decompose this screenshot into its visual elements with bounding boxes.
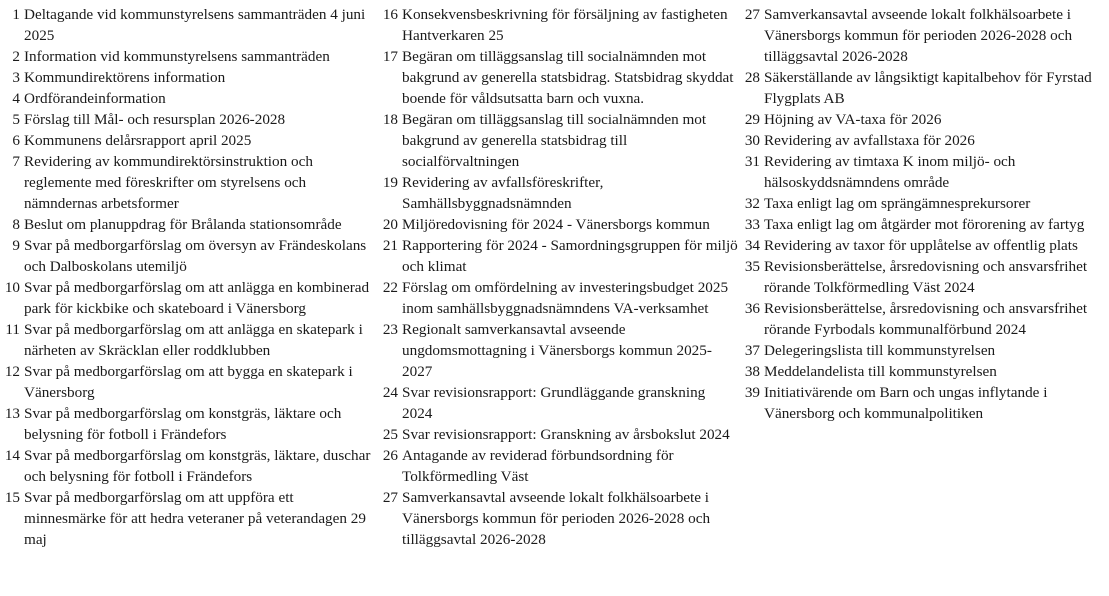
item-title: Svar på medborgarförslag om att uppföra ett minnesmärke för att hedra veteraner på veterandagen 29 maj xyxy=(24,489,366,548)
agenda-item[interactable] xyxy=(380,172,738,214)
item-title: Svar revisionsrapport: Grundläggande granskning 2024 xyxy=(402,384,706,422)
item-title: Revisionsberättelse, årsredovisning och ansvarsfrihet rörande Fyrbodals kommunalförbund 2024 xyxy=(764,300,1088,338)
item-number: 9 xyxy=(12,237,20,254)
item-title: Begäran om tilläggsanslag till socialnämnden mot bakgrund av generella statsbidrag. Statsbidrag skyddat boende för våldsutsatta barn och vuxna. xyxy=(402,48,734,107)
agenda-item[interactable] xyxy=(2,4,372,46)
item-number: 2 xyxy=(12,48,20,65)
item-number: 33 xyxy=(744,216,760,233)
item-number: 1 xyxy=(12,6,20,23)
item-title: Revidering av avfallstaxa för 2026 xyxy=(764,132,975,149)
item-title: Begäran om tilläggsanslag till socialnämnden mot bakgrund av generella statsbidrag till socialförvaltningen xyxy=(402,111,707,170)
agenda-item[interactable] xyxy=(2,109,372,130)
agenda-item[interactable] xyxy=(380,4,738,46)
item-number: 27 xyxy=(382,489,398,506)
item-title: Kommunens delårsrapport april 2025 xyxy=(24,132,252,149)
item-number: 10 xyxy=(4,279,20,296)
item-number: 14 xyxy=(4,447,20,464)
agenda-item[interactable] xyxy=(380,424,738,445)
agenda-item[interactable] xyxy=(742,151,1108,193)
agenda-item[interactable] xyxy=(2,235,372,277)
agenda-item[interactable] xyxy=(2,319,372,361)
item-number: 6 xyxy=(12,132,20,149)
item-number: 3 xyxy=(12,69,20,86)
item-title: Svar på medborgarförslag om konstgräs, läktare, duschar och belysning för fotboll i Frändefors xyxy=(24,447,371,485)
item-number: 8 xyxy=(12,216,20,233)
item-number: 37 xyxy=(744,342,760,359)
item-title: Höjning av VA-taxa för 2026 xyxy=(764,111,942,128)
agenda-item[interactable] xyxy=(2,46,372,67)
agenda-item[interactable] xyxy=(2,445,372,487)
item-title: Konsekvensbeskrivning för försäljning av fastigheten Hantverkaren 25 xyxy=(402,6,728,44)
agenda-item[interactable] xyxy=(742,214,1108,235)
agenda-item[interactable] xyxy=(380,46,738,109)
item-title: Förslag om omfördelning av investeringsbudget 2025 inom samhällsbyggnadsnämndens VA-verksamhet xyxy=(402,279,729,317)
item-number: 17 xyxy=(382,48,398,65)
item-number: 12 xyxy=(4,363,20,380)
item-title: Beslut om planuppdrag för Brålanda stationsområde xyxy=(24,216,342,233)
item-title: Information vid kommunstyrelsens sammanträden xyxy=(24,48,330,65)
item-number: 5 xyxy=(12,111,20,128)
item-title: Säkerställande av långsiktigt kapitalbehov för Fyrstad Flygplats AB xyxy=(764,69,1092,107)
agenda-item[interactable] xyxy=(2,67,372,88)
item-title: Svar revisionsrapport: Granskning av årsbokslut 2024 xyxy=(402,426,730,443)
item-number: 22 xyxy=(382,279,398,296)
item-number: 16 xyxy=(382,6,398,23)
item-number: 38 xyxy=(744,363,760,380)
item-title: Taxa enligt lag om sprängämnesprekursorer xyxy=(764,195,1031,212)
item-number: 31 xyxy=(744,153,760,170)
item-title: Rapportering för 2024 - Samordningsgruppen för miljö och klimat xyxy=(402,237,738,275)
item-title: Delegeringslista till kommunstyrelsen xyxy=(764,342,996,359)
agenda-item[interactable] xyxy=(380,235,738,277)
item-title: Förslag till Mål- och resursplan 2026-2028 xyxy=(24,111,286,128)
item-number: 18 xyxy=(382,111,398,128)
item-number: 24 xyxy=(382,384,398,401)
item-title: Revisionsberättelse, årsredovisning och ansvarsfrihet rörande Tolkförmedling Väst 2024 xyxy=(764,258,1088,296)
item-title: Samverkansavtal avseende lokalt folkhälsoarbete i Vänersborgs kommun för perioden 2026-2028 och tilläggsavtal 2026-2028 xyxy=(764,6,1073,65)
item-number: 4 xyxy=(12,90,20,107)
item-number: 19 xyxy=(382,174,398,191)
item-title: Meddelandelista till kommunstyrelsen xyxy=(764,363,997,380)
item-title: Revidering av taxor för upplåtelse av offentlig plats xyxy=(764,237,1078,254)
agenda-item[interactable] xyxy=(742,298,1108,340)
item-number: 34 xyxy=(744,237,760,254)
agenda-item[interactable] xyxy=(2,151,372,214)
agenda-item[interactable] xyxy=(742,235,1108,256)
agenda-item[interactable] xyxy=(380,487,738,550)
agenda-item[interactable] xyxy=(742,109,1108,130)
item-title: Kommundirektörens information xyxy=(24,69,226,86)
item-title: Deltagande vid kommunstyrelsens sammanträden 4 juni 2025 xyxy=(24,6,366,44)
item-number: 35 xyxy=(744,258,760,275)
agenda-column-2 xyxy=(380,4,738,550)
item-number: 30 xyxy=(744,132,760,149)
item-title: Svar på medborgarförslag om översyn av Frändeskolans och Dalboskolans utemiljö xyxy=(24,237,367,275)
item-number: 20 xyxy=(382,216,398,233)
item-title: Revidering av avfallsföreskrifter, Samhällsbyggnadsnämnden xyxy=(402,174,604,212)
agenda-item[interactable] xyxy=(2,214,372,235)
item-number: 15 xyxy=(4,489,20,506)
agenda-item[interactable] xyxy=(2,88,372,109)
item-title: Ordförandeinformation xyxy=(24,90,166,107)
agenda-item[interactable] xyxy=(380,277,738,319)
item-number: 13 xyxy=(4,405,20,422)
agenda-item[interactable] xyxy=(380,214,738,235)
agenda-item[interactable] xyxy=(742,4,1108,67)
item-number: 28 xyxy=(744,69,760,86)
item-title: Revidering av kommundirektörsinstruktion och reglemente med föreskrifter om styrelsens och nämndernas arbetsformer xyxy=(24,153,313,212)
agenda-item[interactable] xyxy=(742,130,1108,151)
item-number: 7 xyxy=(12,153,20,170)
agenda-item[interactable] xyxy=(2,403,372,445)
agenda-item[interactable] xyxy=(2,130,372,151)
item-number: 11 xyxy=(5,321,20,338)
item-title: Svar på medborgarförslag om konstgräs, läktare och belysning för fotboll i Frändefors xyxy=(24,405,342,443)
item-title: Svar på medborgarförslag om att anlägga en kombinerad park för kickbike och skateboard i Vänersborg xyxy=(24,279,370,317)
item-number: 29 xyxy=(744,111,760,128)
agenda-item[interactable] xyxy=(742,340,1108,361)
item-title: Regionalt samverkansavtal avseende ungdomsmottagning i Vänersborgs kommun 2025-2027 xyxy=(402,321,712,380)
agenda-column-1 xyxy=(2,4,372,550)
item-title: Taxa enligt lag om åtgärder mot förorening av fartyg xyxy=(764,216,1085,233)
agenda-item[interactable] xyxy=(742,256,1108,298)
agenda-column-3 xyxy=(742,4,1108,424)
agenda-item[interactable] xyxy=(2,487,372,550)
item-number: 26 xyxy=(382,447,398,464)
item-number: 25 xyxy=(382,426,398,443)
item-number: 36 xyxy=(744,300,760,317)
agenda-item[interactable] xyxy=(380,109,738,172)
item-title: Revidering av timtaxa K inom miljö- och hälsoskyddsnämndens område xyxy=(764,153,1016,191)
agenda-item[interactable] xyxy=(742,67,1108,109)
agenda-item[interactable] xyxy=(742,382,1108,424)
agenda-item[interactable] xyxy=(2,277,372,319)
item-title: Svar på medborgarförslag om att anlägga en skatepark i närheten av Skräcklan eller roddklubben xyxy=(24,321,363,359)
item-title: Initiativärende om Barn och ungas inflytande i Vänersborg och kommunalpolitiken xyxy=(764,384,1048,422)
item-number: 27 xyxy=(744,6,760,23)
item-number: 23 xyxy=(382,321,398,338)
agenda-item[interactable] xyxy=(380,319,738,382)
item-number: 39 xyxy=(744,384,760,401)
agenda-item[interactable] xyxy=(380,445,738,487)
item-number: 21 xyxy=(382,237,398,254)
item-number: 32 xyxy=(744,195,760,212)
item-title: Miljöredovisning för 2024 - Vänersborgs kommun xyxy=(402,216,710,233)
item-title: Antagande av reviderad förbundsordning för Tolkförmedling Väst xyxy=(402,447,674,485)
item-title: Svar på medborgarförslag om att bygga en skatepark i Vänersborg xyxy=(24,363,353,401)
agenda-item[interactable] xyxy=(742,193,1108,214)
agenda-item[interactable] xyxy=(380,382,738,424)
item-title: Samverkansavtal avseende lokalt folkhälsoarbete i Vänersborgs kommun för perioden 2026-2028 och tilläggsavtal 2026-2028 xyxy=(402,489,711,548)
agenda-item[interactable] xyxy=(742,361,1108,382)
agenda-item[interactable] xyxy=(2,361,372,403)
